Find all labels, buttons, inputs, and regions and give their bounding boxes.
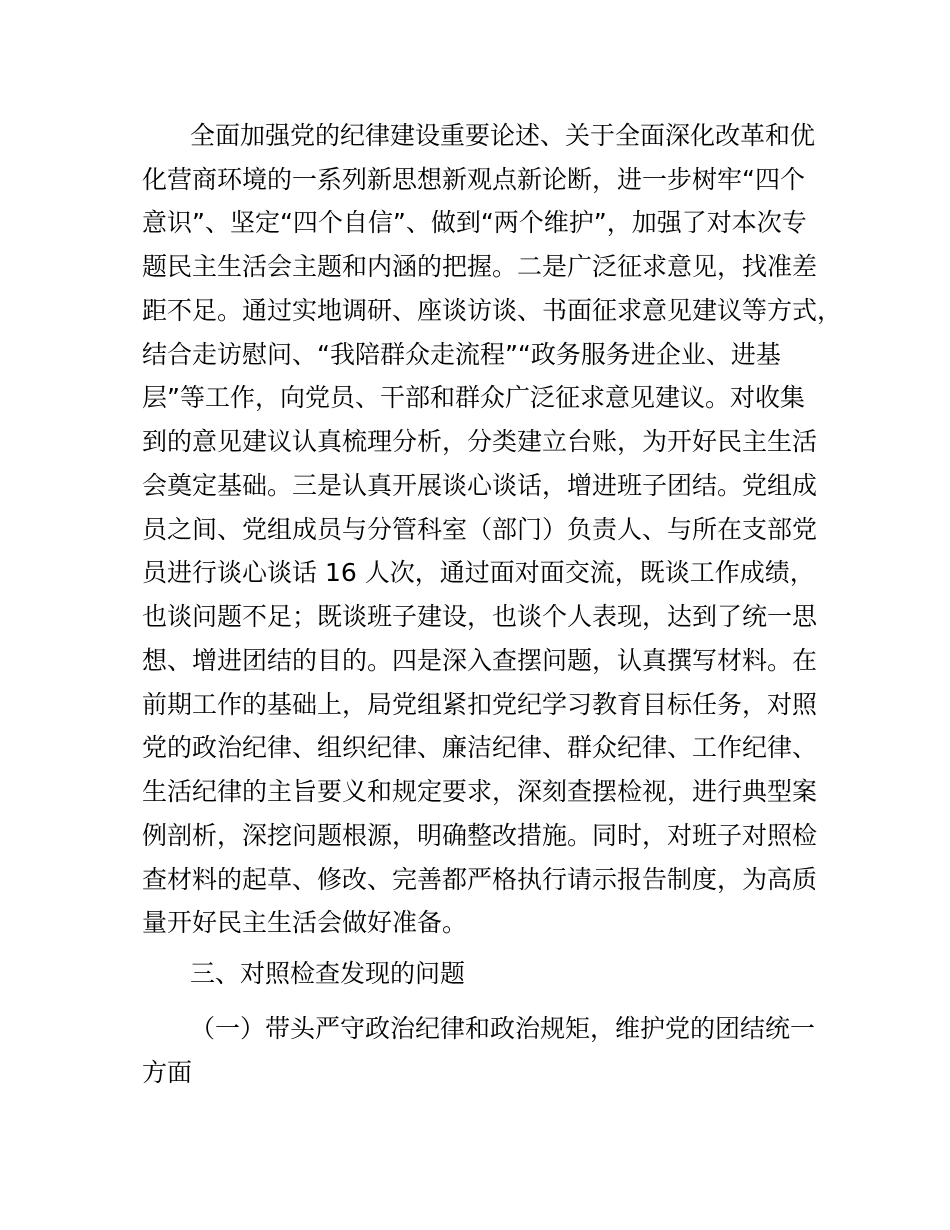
paragraph-line: 生活纪律的主旨要义和规定要求，深刻查摆检视，进行典型案 (142, 777, 818, 806)
paragraph-line: 党的政治纪律、组织纪律、廉洁纪律、群众纪律、工作纪律、 (142, 733, 818, 762)
paragraph-line: 距不足。通过实地调研、座谈访谈、书面征求意见建议等方式， (142, 296, 843, 325)
paragraph-line: 题民主生活会主题和内涵的把握。二是广泛征求意见，找准差 (142, 252, 818, 281)
subsection-heading-line: 方面 (142, 1058, 193, 1087)
paragraph-line: 查材料的起草、修改、完善都严格执行请示报告制度，为高质 (142, 865, 818, 894)
paragraph-line: 员之间、党组成员与分管科室（部门）负责人、与所在支部党 (142, 515, 818, 544)
paragraph-line: 全面加强党的纪律建设重要论述、关于全面深化改革和优 (190, 121, 816, 150)
paragraph-line: 层”等工作，向党员、干部和群众广泛征求意见建议。对收集 (142, 383, 805, 412)
subsection-heading-line: （一）带头严守政治纪律和政治规矩，维护党的团结统一 (190, 1014, 816, 1043)
paragraph-line: 前期工作的基础上，局党组紧扣党纪学习教育目标任务，对照 (142, 690, 818, 719)
paragraph-line: 员进行谈心谈话 16 人次，通过面对面交流，既谈工作成绩， (142, 558, 815, 587)
paragraph-line: 结合走访慰问、“我陪群众走流程”“政务服务进企业、进基 (142, 340, 781, 369)
paragraph-line: 量开好民主生活会做好准备。 (142, 908, 468, 937)
section-heading: 三、对照检查发现的问题 (190, 959, 466, 988)
paragraph-line: 会奠定基础。三是认真开展谈心谈话，增进班子团结。党组成 (142, 471, 818, 500)
paragraph-line: 到的意见建议认真梳理分析，分类建立台账，为开好民主生活 (142, 427, 818, 456)
paragraph-line: 例剖析，深挖问题根源，明确整改措施。同时，对班子对照检 (142, 821, 818, 850)
paragraph-line: 也谈问题不足；既谈班子建设，也谈个人表现，达到了统一思 (142, 602, 818, 631)
paragraph-line: 化营商环境的一系列新思想新观点新论断，进一步树牢“四个 (142, 165, 805, 194)
paragraph-line: 想、增进团结的目的。四是深入查摆问题，认真撰写材料。在 (142, 646, 818, 675)
paragraph-line: 意识”、坚定“四个自信”、做到“两个维护”，加强了对本次专 (142, 208, 807, 237)
